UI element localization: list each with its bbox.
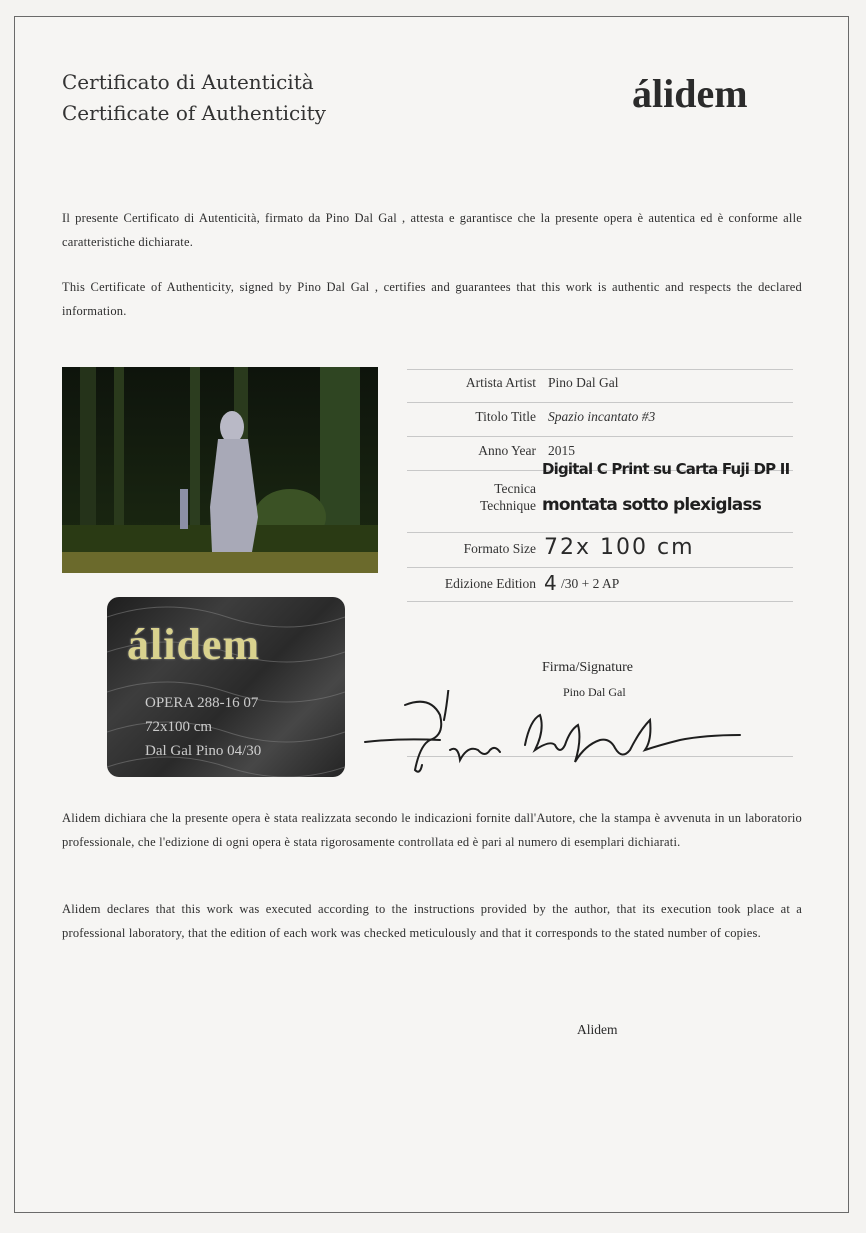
handwritten-signature	[360, 690, 760, 780]
table-divider	[407, 567, 793, 568]
edition-label: Edizione Edition	[444, 576, 536, 591]
hologram-size: 72x100 cm	[145, 719, 213, 735]
technique-label-it: Tecnica	[494, 481, 536, 496]
signature-name: Pino Dal Gal	[563, 685, 626, 699]
format-value: 72x 100 cm	[544, 535, 695, 560]
declaration-italian: Alidem dichiara che la presente opera è stata realizzata secondo le indicazioni fornite dall'Autore, che la stampa è avvenuta in un laboratorio professionale, che l'edizione di ogni opera è stata rigorosamente controllata ed è pari al numero di esemplari dichiarati.	[62, 811, 802, 849]
year-label: Anno Year	[478, 443, 536, 458]
artist-label: Artista Artist	[465, 375, 536, 390]
closing-signoff: Alidem	[577, 1022, 618, 1037]
technique-value-line2: montata sotto plexiglass	[542, 495, 762, 515]
declaration-english: Alidem declares that this work was executed according to the instructions provided by the author, that its execution took place at a professional laboratory, that the edition of each work was checked meticulously and that it corresponds to the stated number of copies.	[62, 902, 802, 940]
table-divider	[407, 532, 793, 533]
technique-label-en: Technique	[479, 498, 536, 513]
title-english: Certificate of Authenticity	[62, 101, 326, 125]
artwork-image	[62, 367, 378, 573]
technique-value-line1: Digital C Print su Carta Fuji DP II	[542, 460, 790, 478]
artwork-photo	[62, 367, 378, 573]
alidem-logo: álidem	[632, 71, 748, 116]
artist-value: Pino Dal Gal	[548, 375, 619, 390]
intro-english: This Certificate of Authenticity, signed by Pino Dal Gal , certifies and guarantees that this work is authentic and respects the declared information.	[62, 280, 802, 318]
edition-value: /30 + 2 AP	[561, 576, 620, 591]
hologram-sticker	[107, 597, 345, 777]
format-label: Formato Size	[463, 541, 536, 556]
table-divider	[407, 402, 793, 403]
year-value: 2015	[548, 443, 575, 458]
table-divider	[407, 436, 793, 437]
hologram-opera: OPERA 288-16 07	[145, 695, 259, 711]
title-italian: Certificato di Autenticità	[62, 70, 314, 94]
edition-number: 4	[544, 571, 559, 595]
hologram-logo: álidem	[127, 620, 261, 669]
intro-italian: Il presente Certificato di Autenticità, firmato da Pino Dal Gal , attesta e garantisce che la presente opera è autentica ed è conforme alle caratteristiche dichiarate.	[62, 211, 802, 249]
hologram-artist: Dal Gal Pino 04/30	[145, 743, 262, 759]
title-value: Spazio incantato #3	[548, 409, 656, 424]
signature-label: Firma/Signature	[542, 660, 633, 675]
title-label: Titolo Title	[475, 409, 536, 424]
table-divider	[407, 369, 793, 370]
table-divider	[407, 601, 793, 602]
